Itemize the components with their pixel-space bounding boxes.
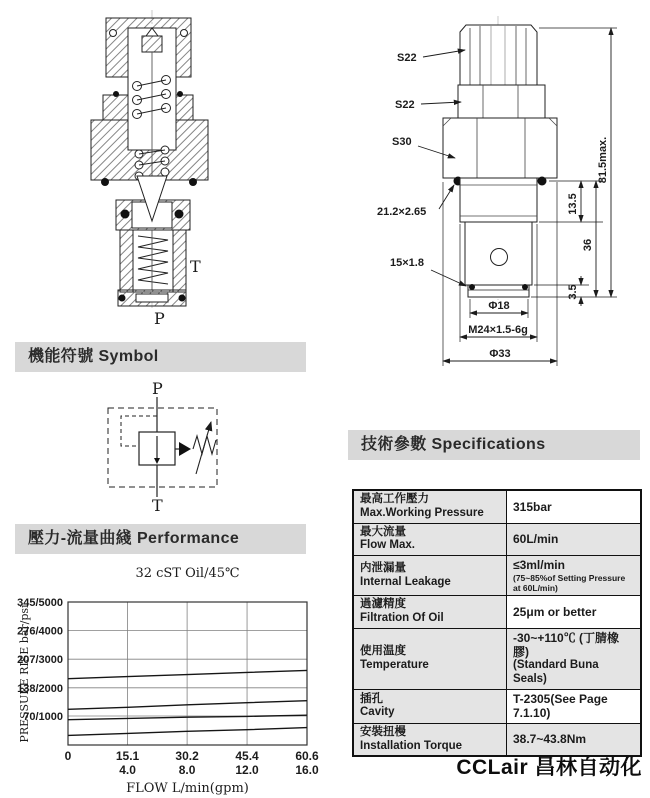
svg-text:30.2: 30.2 (175, 749, 199, 763)
wrench-size-s22-locknut: S22 (395, 99, 415, 111)
spec-key-en: Filtration Of Oil (360, 611, 444, 624)
wrench-size-s30: S30 (392, 136, 412, 148)
dia-18-dimension: Φ18 (488, 300, 510, 312)
svg-text:15.1: 15.1 (115, 749, 140, 763)
port-label-t: T (190, 257, 201, 276)
svg-text:16.0: 16.0 (295, 763, 319, 777)
dim-13-5: 13.5 (567, 193, 579, 215)
spec-value: ≤3ml/min (513, 558, 565, 573)
oring (189, 178, 197, 186)
symbol-section-header: 機能符號 Symbol (15, 342, 306, 372)
table-row (353, 595, 641, 628)
oring-size-upper: 21.2×2.65 (377, 206, 427, 218)
table-row (353, 689, 641, 723)
svg-text:45.4: 45.4 (235, 749, 259, 763)
specs-section-header: 技術參數 Specifications (348, 430, 640, 460)
spec-key-en: Temperature (360, 658, 429, 671)
svg-text:PRESSURE RISE bar/psi: PRESSURE RISE bar/psi (18, 604, 31, 743)
table-row (353, 490, 641, 523)
svg-text:60.6: 60.6 (295, 749, 319, 763)
svg-text:345/5000: 345/5000 (17, 597, 63, 609)
dim-3-5: 3.5 (567, 284, 579, 300)
svg-text:32 cST Oil/45℃: 32 cST Oil/45℃ (135, 566, 240, 581)
spec-key-en: Flow Max. (360, 539, 415, 552)
valve-dimension-drawing (345, 0, 647, 378)
thread-dimension: M24×1.5-6g (468, 324, 528, 336)
spec-value: T-2305(See Page 7.1.10) (513, 691, 608, 721)
wrench-size-s22-knob: S22 (397, 52, 417, 64)
company-logo: CCLair 昌林自动化 (456, 756, 642, 779)
spec-key-en: Internal Leakage (360, 575, 451, 588)
spec-value: 60L/min (513, 532, 559, 547)
port-label-p: P (154, 309, 165, 328)
oring (101, 178, 109, 186)
svg-text:0: 0 (64, 749, 72, 763)
spec-key-en: Cavity (360, 706, 395, 719)
overall-height-dimension: 81.5max. (597, 136, 609, 184)
adjustability-arrow (196, 422, 211, 474)
spec-value-note: (Standard Buna Seals) (513, 659, 599, 686)
spec-key-zh: 插孔 (360, 692, 383, 705)
svg-text:70/1000: 70/1000 (23, 710, 63, 723)
table-row (353, 556, 641, 596)
spec-value: 38.7~43.8Nm (513, 732, 587, 747)
oring (538, 177, 547, 186)
table-row (353, 523, 641, 556)
svg-text:138/2000: 138/2000 (17, 682, 63, 695)
specifications-table (352, 489, 642, 757)
spec-key-zh: 最高工作壓力 (360, 493, 429, 505)
spec-key-zh: 過濾精度 (360, 597, 406, 610)
spec-value: 315bar (513, 499, 552, 514)
spec-key-zh: 最大流量 (360, 525, 406, 538)
performance-section-header: 壓力-流量曲綫 Performance (15, 524, 306, 554)
svg-text:4.0: 4.0 (119, 763, 136, 777)
dia-33-dimension: Φ33 (489, 348, 511, 360)
spec-key-en: Installation Torque (360, 739, 463, 752)
flow-triangle (179, 442, 191, 456)
performance-chart (12, 556, 352, 798)
spec-key-en: Max.Working Pressure (360, 506, 484, 519)
spec-key-zh: 使用温度 (360, 644, 406, 657)
dim-36: 36 (582, 238, 594, 252)
spec-value: 25μm or better (513, 604, 597, 619)
hydraulic-symbol-drawing (85, 380, 235, 517)
svg-text:276/4000: 276/4000 (17, 625, 63, 638)
spec-key-zh: 内泄漏量 (360, 561, 406, 574)
valve-section-drawing (58, 8, 238, 330)
oring-size-lower: 15×1.8 (390, 257, 424, 269)
spec-value: -30~+110℃ (丁腈橡膠) (513, 630, 620, 659)
svg-text:12.0: 12.0 (235, 763, 259, 777)
svg-text:207/3000: 207/3000 (17, 654, 63, 667)
symbol-port-p: P (152, 380, 163, 398)
symbol-port-t: T (152, 496, 163, 515)
table-row (353, 628, 641, 689)
svg-text:8.0: 8.0 (178, 763, 196, 777)
svg-text:FLOW L/min(gpm): FLOW L/min(gpm) (126, 781, 249, 796)
spec-value-note: (75~85%of Setting Pressure at 60L/min) (513, 572, 626, 593)
spec-key-zh: 安裝扭槾 (360, 725, 406, 738)
